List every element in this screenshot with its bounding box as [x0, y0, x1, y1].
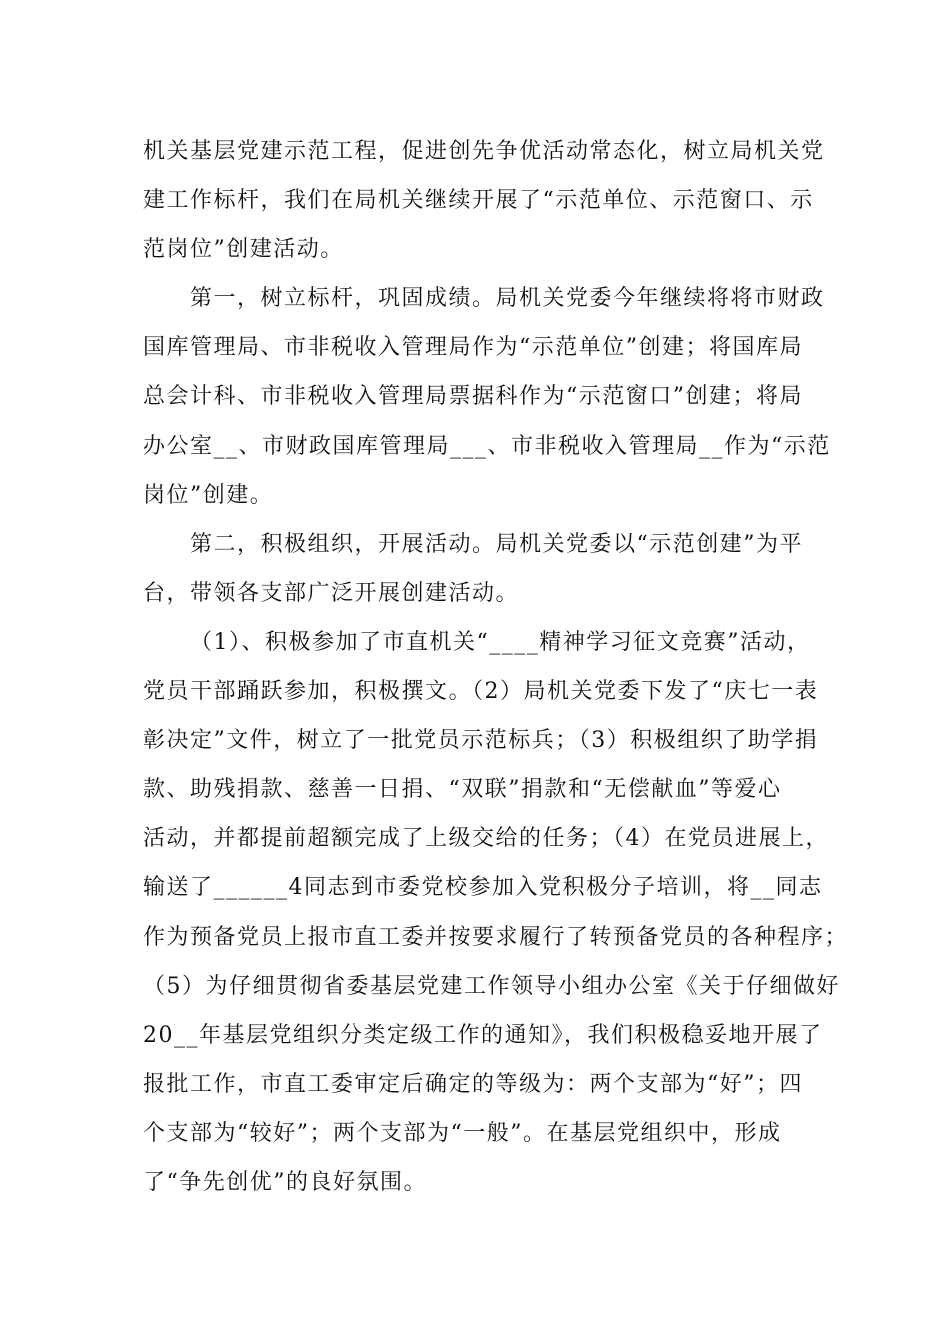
paragraph-first-line: 第一，树立标杆，巩固成绩。局机关党委今年继续将将市财政	[190, 286, 825, 312]
text-line: 机关基层党建示范工程，促进创先争优活动常态化，树立局机关党	[143, 139, 825, 164]
text-line: 报批工作，市直工委审定后确定的等级为：两个支部为“好”；四	[143, 1071, 803, 1097]
text-line: 款、助残捐款、慈善一日捐、“双联”捐款和“无偿献血”等爱心	[143, 777, 782, 803]
text-line: 作为预备党员上报市直工委并按要求履行了转预备党员的各种程序；	[143, 924, 849, 950]
text-line: 输送了______4同志到市委党校参加入党积极分子培训，将__同志	[143, 875, 823, 901]
text-line: 活动，并都提前超额完成了上级交给的任务；（4）在党员进展上，	[143, 826, 829, 852]
text-line: 范岗位”创建活动。	[143, 237, 344, 263]
text-line: 彰决定”文件，树立了一批党员示范标兵；（3）积极组织了助学捐	[143, 728, 819, 754]
paragraph-first-line: （1）、积极参加了市直机关“____精神学习征文竞赛”活动，	[190, 629, 811, 655]
text-line: 总会计科、市非税收入管理局票据科作为“示范窗口”创建；将局	[143, 384, 803, 410]
text-line: 个支部为“较好”；两个支部为“一般”。在基层党组织中，形成	[143, 1120, 782, 1146]
paragraph-first-line: 第二，积极组织，开展活动。局机关党委以“示范创建”为平	[190, 531, 803, 557]
text-line: 党员干部踊跃参加，积极撰文。（2）局机关党委下发了“庆七一表	[143, 679, 819, 705]
text-line: 20__年基层党组织分类定级工作的通知》，我们积极稳妥地开展了	[143, 1022, 823, 1048]
text-line: （5）为仔细贯彻省委基层党建工作领导小组办公室《关于仔细做好	[143, 973, 840, 999]
text-line: 国库管理局、市非税收入管理局作为“示范单位”创建；将国库局	[143, 335, 803, 361]
text-line: 建工作标杆，我们在局机关继续开展了“示范单位、示范窗口、示	[143, 188, 814, 214]
text-line: 了“争先创优”的良好氛围。	[143, 1169, 427, 1195]
text-line: 台，带领各支部广泛开展创建活动。	[143, 580, 520, 606]
text-line: 办公室__、市财政国库管理局___、市非税收入管理局__作为“示范	[143, 433, 831, 459]
document-body	[143, 127, 849, 1207]
text-line: 岗位”创建。	[143, 482, 274, 508]
